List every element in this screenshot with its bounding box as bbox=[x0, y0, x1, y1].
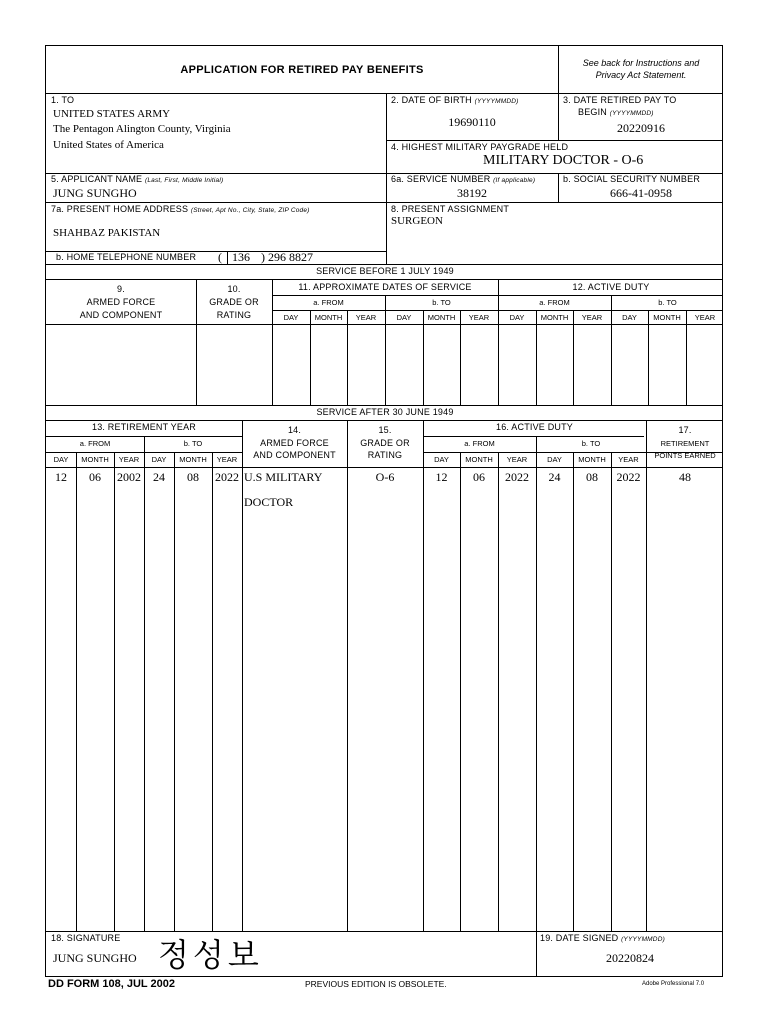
before-sub: DAY bbox=[509, 313, 525, 322]
col11-to: b. TO bbox=[432, 298, 451, 307]
rule bbox=[212, 452, 213, 931]
rule bbox=[272, 279, 273, 405]
col17-label-2: POINTS EARNED bbox=[654, 451, 716, 460]
dob-value[interactable]: 19690110 bbox=[448, 115, 496, 129]
assignment-value[interactable]: SURGEON bbox=[391, 215, 443, 227]
col10-label-1: GRADE OR bbox=[209, 297, 259, 307]
before-sub: YEAR bbox=[581, 313, 603, 322]
col15-label-2: RATING bbox=[367, 450, 403, 460]
col10-num: 10. bbox=[227, 284, 241, 294]
rule bbox=[174, 452, 175, 931]
rule bbox=[573, 452, 574, 931]
paygrade-value[interactable]: MILITARY DOCTOR - O-6 bbox=[483, 153, 644, 168]
rule bbox=[114, 452, 115, 931]
rule bbox=[423, 420, 424, 931]
before-sub: DAY bbox=[283, 313, 299, 322]
rule bbox=[646, 420, 647, 931]
rule bbox=[347, 420, 348, 931]
rule bbox=[611, 295, 612, 405]
after-sub: YEAR bbox=[618, 455, 639, 464]
ssn-value[interactable]: 666-41-0958 bbox=[610, 186, 672, 200]
ret-to-year[interactable]: 2022 bbox=[215, 470, 239, 484]
rule bbox=[573, 310, 574, 405]
ad-from-month[interactable]: 06 bbox=[473, 470, 485, 484]
col9-num: 9. bbox=[117, 284, 125, 294]
ret-from-year[interactable]: 2002 bbox=[117, 470, 141, 484]
ret-to-month[interactable]: 08 bbox=[187, 470, 199, 484]
before-sub: MONTH bbox=[653, 313, 681, 322]
after-sub: YEAR bbox=[118, 455, 140, 464]
rule bbox=[144, 436, 145, 931]
rule bbox=[558, 46, 559, 93]
rule bbox=[227, 251, 228, 264]
service-number-value[interactable]: 38192 bbox=[457, 186, 487, 200]
ret-from-month[interactable]: 06 bbox=[89, 470, 101, 484]
rule bbox=[386, 140, 722, 141]
paygrade-label: 4. HIGHEST MILITARY PAYGRADE HELD bbox=[391, 142, 569, 152]
after-heading: SERVICE AFTER 30 JUNE 1949 bbox=[316, 407, 454, 417]
before-sub: DAY bbox=[622, 313, 637, 322]
col12-to: b. TO bbox=[658, 298, 677, 307]
ad-to-month[interactable]: 08 bbox=[586, 470, 598, 484]
grade-value[interactable]: O-6 bbox=[375, 470, 395, 484]
instructions-line-2: Privacy Act Statement. bbox=[595, 70, 687, 80]
signature-label: 18. SIGNATURE bbox=[51, 933, 121, 943]
date-retired-label: 3. DATE RETIRED PAY TO bbox=[563, 95, 677, 105]
after-sub: DAY bbox=[547, 455, 562, 464]
signature-script[interactable]: 정성보 bbox=[158, 936, 263, 974]
col12-label: 12. ACTIVE DUTY bbox=[572, 282, 650, 292]
address-value[interactable]: SHAHBAZ PAKISTAN bbox=[53, 227, 161, 239]
applicant-label: 5. APPLICANT NAME (Last, First, Middle Initial) bbox=[51, 174, 224, 184]
dob-label: 2. DATE OF BIRTH (YYYYMMDD) bbox=[391, 95, 519, 105]
before-sub: MONTH bbox=[314, 313, 343, 322]
rule bbox=[46, 279, 722, 280]
rule bbox=[648, 310, 649, 405]
ad-from-year[interactable]: 2022 bbox=[505, 470, 529, 484]
col14-label-2: AND COMPONENT bbox=[253, 450, 336, 460]
before-heading: SERVICE BEFORE 1 JULY 1949 bbox=[316, 266, 454, 276]
rule bbox=[46, 931, 722, 932]
rule bbox=[686, 310, 687, 405]
before-sub: MONTH bbox=[540, 313, 569, 322]
rule bbox=[46, 202, 722, 203]
phone-open: ( bbox=[218, 250, 222, 264]
rule bbox=[76, 452, 77, 931]
rule bbox=[347, 310, 348, 405]
col9-label-1: ARMED FORCE bbox=[86, 297, 156, 307]
service-number-label: 6a. SERVICE NUMBER (If applicable) bbox=[391, 174, 536, 184]
after-sub: DAY bbox=[53, 455, 69, 464]
after-sub: MONTH bbox=[578, 455, 606, 464]
rule bbox=[423, 436, 644, 437]
armed-force-line-1[interactable]: U.S MILITARY bbox=[244, 470, 323, 484]
rule bbox=[46, 264, 722, 265]
to-label: 1. TO bbox=[51, 95, 75, 105]
before-sub: DAY bbox=[396, 313, 412, 322]
col16-to: b. TO bbox=[581, 439, 601, 448]
applicant-value[interactable]: JUNG SUNGHO bbox=[53, 186, 137, 200]
col16-label: 16. ACTIVE DUTY bbox=[495, 422, 574, 432]
date-retired-label-2: BEGIN (YYYYMMDD) bbox=[578, 107, 654, 117]
retired-pay-form bbox=[45, 45, 723, 977]
rule bbox=[423, 310, 424, 405]
rule bbox=[310, 310, 311, 405]
form-number: DD FORM 108, JUL 2002 bbox=[48, 978, 175, 990]
rule bbox=[460, 310, 461, 405]
after-sub: MONTH bbox=[465, 455, 493, 464]
col16-from: a. FROM bbox=[464, 439, 495, 448]
rule bbox=[46, 324, 722, 325]
before-sub: YEAR bbox=[468, 313, 490, 322]
after-sub: DAY bbox=[434, 455, 449, 464]
before-sub: YEAR bbox=[694, 313, 716, 322]
software-note: Adobe Professional 7.0 bbox=[642, 981, 705, 987]
col13-from: a. FROM bbox=[79, 439, 111, 448]
rule bbox=[46, 93, 722, 94]
rule bbox=[46, 405, 722, 406]
points-value[interactable]: 48 bbox=[679, 470, 691, 484]
ad-to-year[interactable]: 2022 bbox=[616, 470, 641, 484]
rule bbox=[272, 295, 722, 296]
armed-force-line-2[interactable]: DOCTOR bbox=[244, 495, 294, 509]
col13-label: 13. RETIREMENT YEAR bbox=[92, 422, 196, 432]
to-line-3[interactable]: United States of America bbox=[53, 139, 164, 151]
col14-num: 14. bbox=[287, 425, 302, 435]
ret-to-day[interactable]: 24 bbox=[153, 470, 165, 484]
before-sub: MONTH bbox=[427, 313, 456, 322]
col15-label-1: GRADE OR bbox=[360, 438, 410, 448]
col9-label-2: AND COMPONENT bbox=[79, 310, 163, 320]
to-line-1[interactable]: UNITED STATES ARMY bbox=[53, 108, 171, 120]
after-sub: DAY bbox=[151, 455, 167, 464]
instructions-line-1: See back for Instructions and bbox=[582, 58, 700, 68]
rule bbox=[272, 310, 722, 311]
phone-area-code[interactable]: 136 bbox=[232, 250, 250, 264]
rule bbox=[385, 295, 386, 405]
date-signed-value[interactable]: 20220824 bbox=[606, 951, 654, 965]
before-sub: YEAR bbox=[355, 313, 377, 322]
ad-from-day[interactable]: 12 bbox=[435, 470, 448, 484]
edition-note: PREVIOUS EDITION IS OBSOLETE. bbox=[305, 979, 447, 989]
rule bbox=[611, 452, 612, 931]
ssn-label: b. SOCIAL SECURITY NUMBER bbox=[563, 174, 701, 184]
ret-from-day[interactable]: 12 bbox=[55, 470, 67, 484]
col17-num: 17. bbox=[678, 425, 692, 435]
signature-name[interactable]: JUNG SUNGHO bbox=[53, 951, 137, 965]
rule bbox=[498, 279, 499, 405]
rule bbox=[46, 420, 722, 421]
col11-from: a. FROM bbox=[313, 298, 344, 307]
rule bbox=[46, 467, 722, 468]
after-sub: MONTH bbox=[81, 455, 109, 464]
phone-label: b. HOME TELEPHONE NUMBER bbox=[56, 252, 197, 262]
date-signed-label: 19. DATE SIGNED (YYYYMMDD) bbox=[540, 933, 665, 943]
col10-label-2: RATING bbox=[216, 310, 252, 320]
address-label: 7a. PRESENT HOME ADDRESS (Street, Apt No., City, State, ZIP Code) bbox=[51, 204, 310, 214]
col11-label: 11. APPROXIMATE DATES OF SERVICE bbox=[298, 282, 472, 292]
after-sub: YEAR bbox=[216, 455, 238, 464]
form-title: APPLICATION FOR RETIRED PAY BENEFITS bbox=[180, 64, 424, 76]
after-sub: MONTH bbox=[179, 455, 207, 464]
to-line-2[interactable]: The Pentagon Alington County, Virginia bbox=[53, 123, 231, 135]
col17-label-1: RETIREMENT bbox=[660, 439, 710, 448]
after-sub: YEAR bbox=[506, 455, 528, 464]
col14-label-1: ARMED FORCE bbox=[260, 438, 329, 448]
phone-number[interactable]: 296 8827 bbox=[268, 250, 313, 264]
assignment-label: 8. PRESENT ASSIGNMENT bbox=[391, 204, 510, 214]
rule bbox=[536, 436, 537, 931]
col15-num: 15. bbox=[378, 425, 392, 435]
date-retired-value[interactable]: 20220916 bbox=[617, 121, 665, 135]
rule bbox=[460, 452, 461, 931]
col12-from: a. FROM bbox=[539, 298, 570, 307]
ad-to-day[interactable]: 24 bbox=[548, 470, 561, 484]
col13-to: b. TO bbox=[183, 439, 203, 448]
rule bbox=[536, 310, 537, 405]
rule bbox=[498, 452, 499, 931]
rule bbox=[242, 420, 243, 931]
phone-close: ) bbox=[261, 250, 265, 264]
